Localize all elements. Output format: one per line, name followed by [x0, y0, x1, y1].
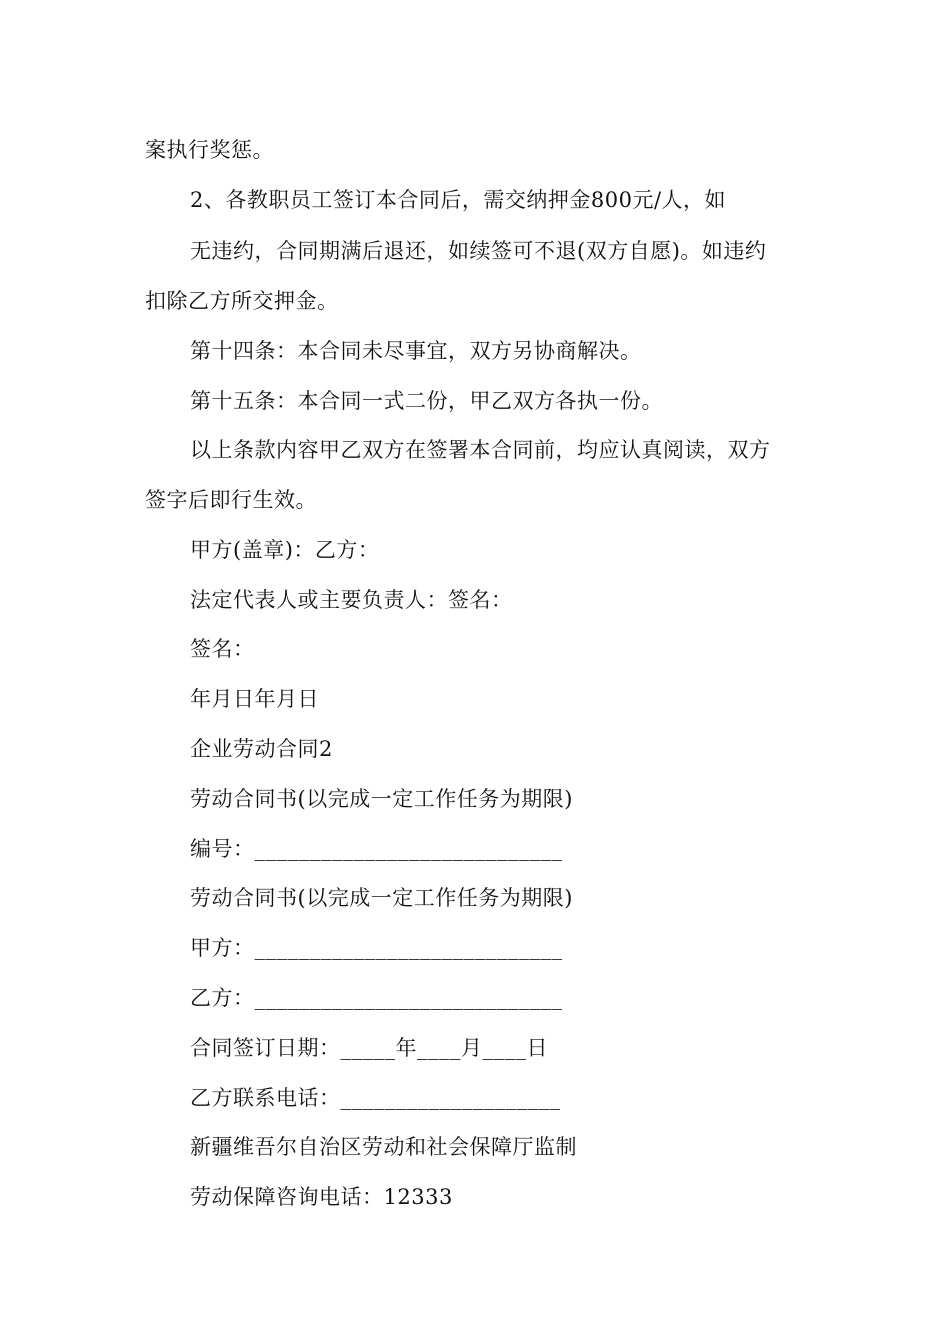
text-line: 以上条款内容甲乙双方在签署本合同前，均应认真阅读，双方	[190, 438, 771, 462]
signature-line: 签名：	[190, 637, 255, 661]
party-b-field: 乙方：____________________________	[190, 986, 563, 1010]
article-14: 第十四条：本合同未尽事宜，双方另协商解决。	[190, 339, 642, 363]
text-line: 案执行奖惩。	[145, 138, 274, 162]
hotline-line: 劳动保障咨询电话：12333	[190, 1185, 453, 1209]
sign-date-field: 合同签订日期：_____年____月____日	[190, 1036, 548, 1060]
signature-parties: 甲方(盖章)：乙方：	[190, 538, 380, 562]
section-title: 企业劳动合同2	[190, 737, 333, 761]
text-line: 签字后即行生效。	[145, 488, 317, 512]
text-line: 扣除乙方所交押金。	[145, 289, 339, 313]
supervisor-line: 新疆维吾尔自治区劳动和社会保障厅监制	[190, 1135, 577, 1159]
article-15: 第十五条：本合同一式二份，甲乙双方各执一份。	[190, 389, 663, 413]
text-line: 2、各教职员工签订本合同后，需交纳押金800元/人，如	[190, 188, 727, 212]
contract-title: 劳动合同书(以完成一定工作任务为期限)	[190, 886, 573, 910]
phone-field: 乙方联系电话：____________________	[190, 1086, 561, 1110]
contract-title: 劳动合同书(以完成一定工作任务为期限)	[190, 787, 573, 811]
signature-date: 年月日年月日	[190, 687, 319, 711]
number-field: 编号：____________________________	[190, 837, 563, 861]
signature-representative: 法定代表人或主要负责人：签名：	[190, 588, 513, 612]
party-a-field: 甲方：____________________________	[190, 936, 563, 960]
text-line: 无违约，合同期满后退还，如续签可不退(双方自愿)。如违约	[190, 239, 767, 263]
